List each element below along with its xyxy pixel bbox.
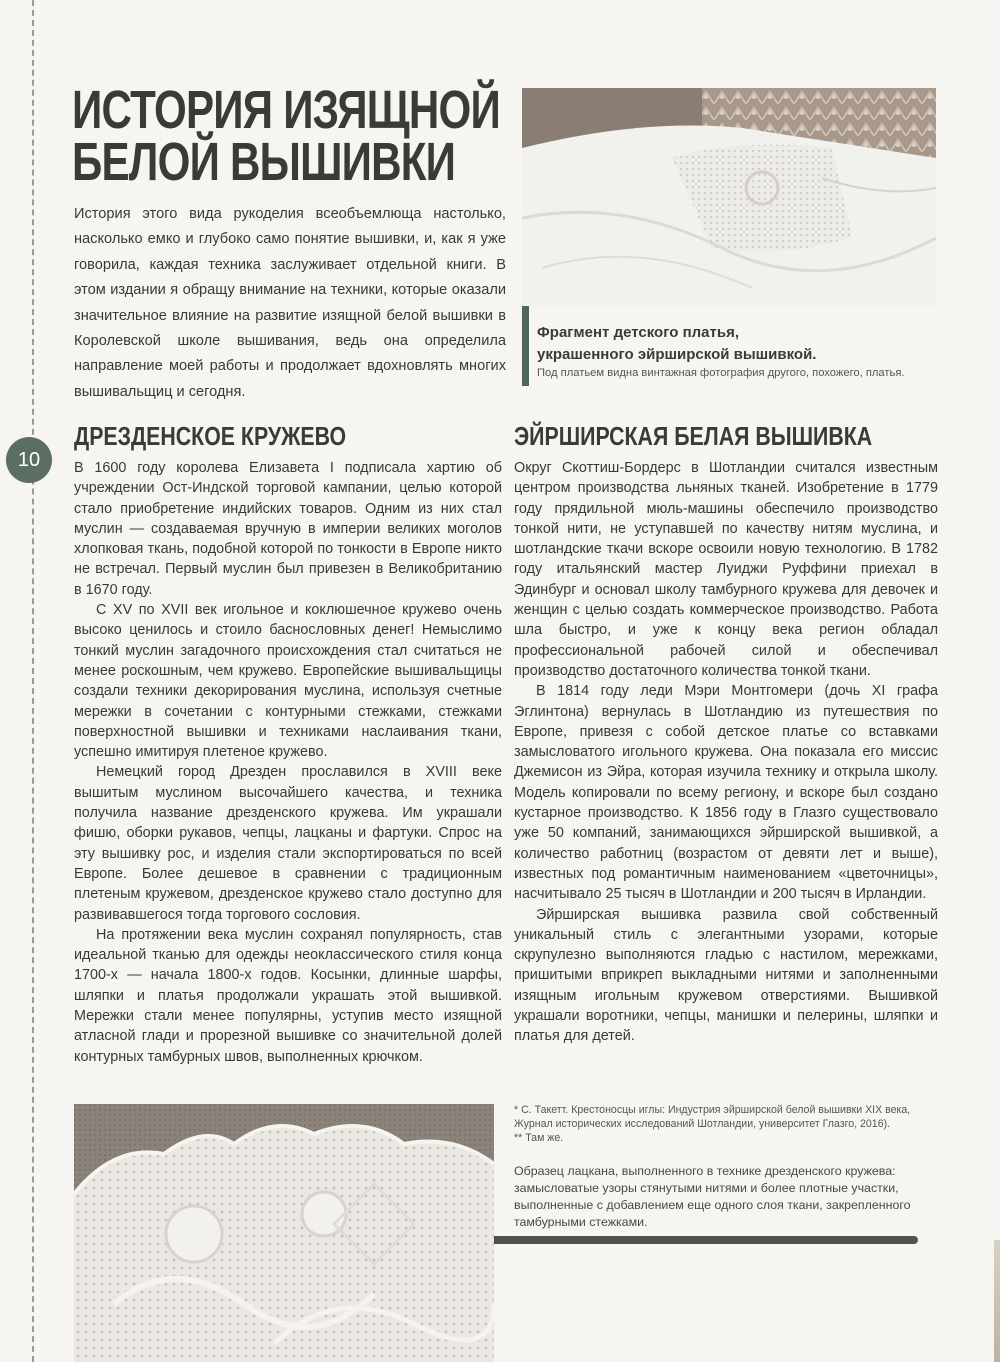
title-line-2: БЕЛОЙ ВЫШИВКИ [72, 132, 456, 192]
photo-caption-sub: Под платьем видна винтажная фотография другого, похожего, платья. [537, 367, 905, 379]
left-paragraph: На протяжении века муслин сохранял популярность, став идеальной тканью для одежды неоклассического стиля конца 1700-х — начала 1800-х годов. Косынки, длинные шарфы, шляпки и платья продолжали украшать этой вышивкой. Мережки стали менее популярны, уступив место изящной атласной глади и прорезной вышивке со значительной долей контурных тамбурных швов, выполненных крючком. [74, 926, 502, 1065]
photo-caption [537, 322, 937, 366]
left-paragraph: С XV по XVII век игольное и коклюшечное кружево очень высоко ценилось и стоило баснословных денег! Немыслимо тонкий муслин загадочного происхождения стал считаться не менее роскошным, чем кружево. Европейские вышивальщицы создали техники декорирования муслина, используя счетные мережки в сочетании с контурными стежками, стежками поверхностной вышивки и техниками наслаивания ткани, успешно имитируя плетеное кружево. [74, 602, 502, 761]
left-paragraph: Немецкий город Дрезден прославился в XVIII веке вышитым муслином высочайшего качества, и техника получила название дрезденского кружева. Им украшали фишю, оборки рукавов, чепцы, лацканы и фартуки. Спрос на эту вышивку рос, и изделия стали экспортироваться по всей Европе. Более дешевое в сравнении с традиционным плетеным кружевом, дрезденское кружево стало доступно для развивавшегося тогда торгового сословия. [74, 764, 502, 923]
page-edge [994, 1240, 1000, 1362]
footnote-2: ** Там же. [514, 1132, 564, 1144]
right-paragraph: В 1814 году леди Мэри Монтгомери (дочь XI графа Эглинтона) вернулась в Шотландию из путешествия по Европе, привезя с собой детское платье со вставками замысловатого игольного кружева. Она показала его миссис Джемисон из Эйра, которая изучила технику и открыла школу. Модель копировали по всему региону, и вскоре был создано кустарное производство. К 1856 году в Глазго существовало уже 50 компаний, занимающихся эйрширской вышивкой, а количество работниц (возрастом от девяти лет и выше), известных под романтичным наименованием «цветочницы», насчитывало 25 тысяч в Шотландии и 200 тысяч в Ирландии. [514, 683, 938, 903]
left-paragraph: В 1600 году королева Елизавета I подписала хартию об учреждении Ост-Индской торговой кампании, целью которой стало приобретение индийских товаров. Одним из них стал муслин — создаваемая вручную в империи великих моголов хлопковая ткань, подобной которой по тонкости в Европе никто не встречал. Первый муслин был привезен в Великобританию в 1670 году. [74, 460, 502, 598]
title-line-1: ИСТОРИЯ ИЗЯЩНОЙ [72, 80, 501, 140]
page-title [72, 80, 501, 192]
footnote-1: * С. Такетт. Крестоносцы иглы: Индустрия эйрширской белой вышивки XIX века, Журнал исторических исследований Шотландии, университет Глазго, 2016). [514, 1104, 911, 1130]
right-paragraph: Эйрширская вышивка развила свой собственный уникальный стиль с элегантными узорами, которые скрупулезно выполняются гладью с настилом, мережками, пришитыми вприкреп выкладными нитями и заполненными изящным игольным кружевом отверстиями. Вышивкой украшали воротники, чепцы, манишки и пелерины, шляпки и платья для детей. [514, 906, 938, 1045]
right-paragraph: Округ Скоттиш-Бордерс в Шотландии считался известным центром производства льняных тканей. Изобретение в 1779 году прядильной мюль-машины обеспечило производство тонкой нити, не уступавшей по качеству нитям муслина, и шотландские ткачи вскоре освоили новую технологию. В 1782 году итальянский мастер Луиджи Руффини приехал в Эдинбург и основал школу тамбурного кружева для девочек и женщин с целью создать коммерческое производство. Работа шла быстро, и уже к концу века регион обладал профессиональной рабочей силой и обеспечивал производство достаточного количества тонкой ткани. [514, 460, 938, 679]
right-column-text [514, 458, 938, 1047]
lace-photo-caption: Образец лацкана, выполненного в технике дрезденского кружева: замысловатые узоры стянутыми нитями и более плотные участки, выполненные с добавлением еще одного слоя ткани, закрепленного тамбурными стежками. [514, 1164, 911, 1229]
photo-caption-line-1: Фрагмент детского платья, [537, 324, 739, 341]
caption-rule [492, 1236, 918, 1244]
dress-photo [522, 88, 936, 306]
heading-ayrshire-whitework: ЭЙРШИРСКАЯ БЕЛАЯ ВЫШИВКА [514, 421, 873, 451]
left-column-text [74, 458, 502, 1067]
heading-dresden-lace: ДРЕЗДЕНСКОЕ КРУЖЕВО [74, 421, 347, 451]
photo-caption-line-2: украшенного эйрширской вышивкой. [537, 346, 817, 363]
page-number-badge: 10 [6, 437, 52, 483]
dashed-margin-line [32, 0, 34, 1362]
footnotes [514, 1103, 934, 1145]
lace-photo [74, 1104, 494, 1362]
intro-paragraph: История этого вида рукоделия всеобъемлюща настолько, насколько емко и глубоко само понятие вышивки, и, как я уже говорила, каждая техника заслуживает отдельной книги. В этом издании я обращу внимание на техники, которые оказали значительное влияние на развитие изящной белой вышивки в Королевской школе вышивания, ведь она определила направление моей работы и продолжает вдохновлять многих вышивальщиц и сегодня. [74, 206, 506, 400]
